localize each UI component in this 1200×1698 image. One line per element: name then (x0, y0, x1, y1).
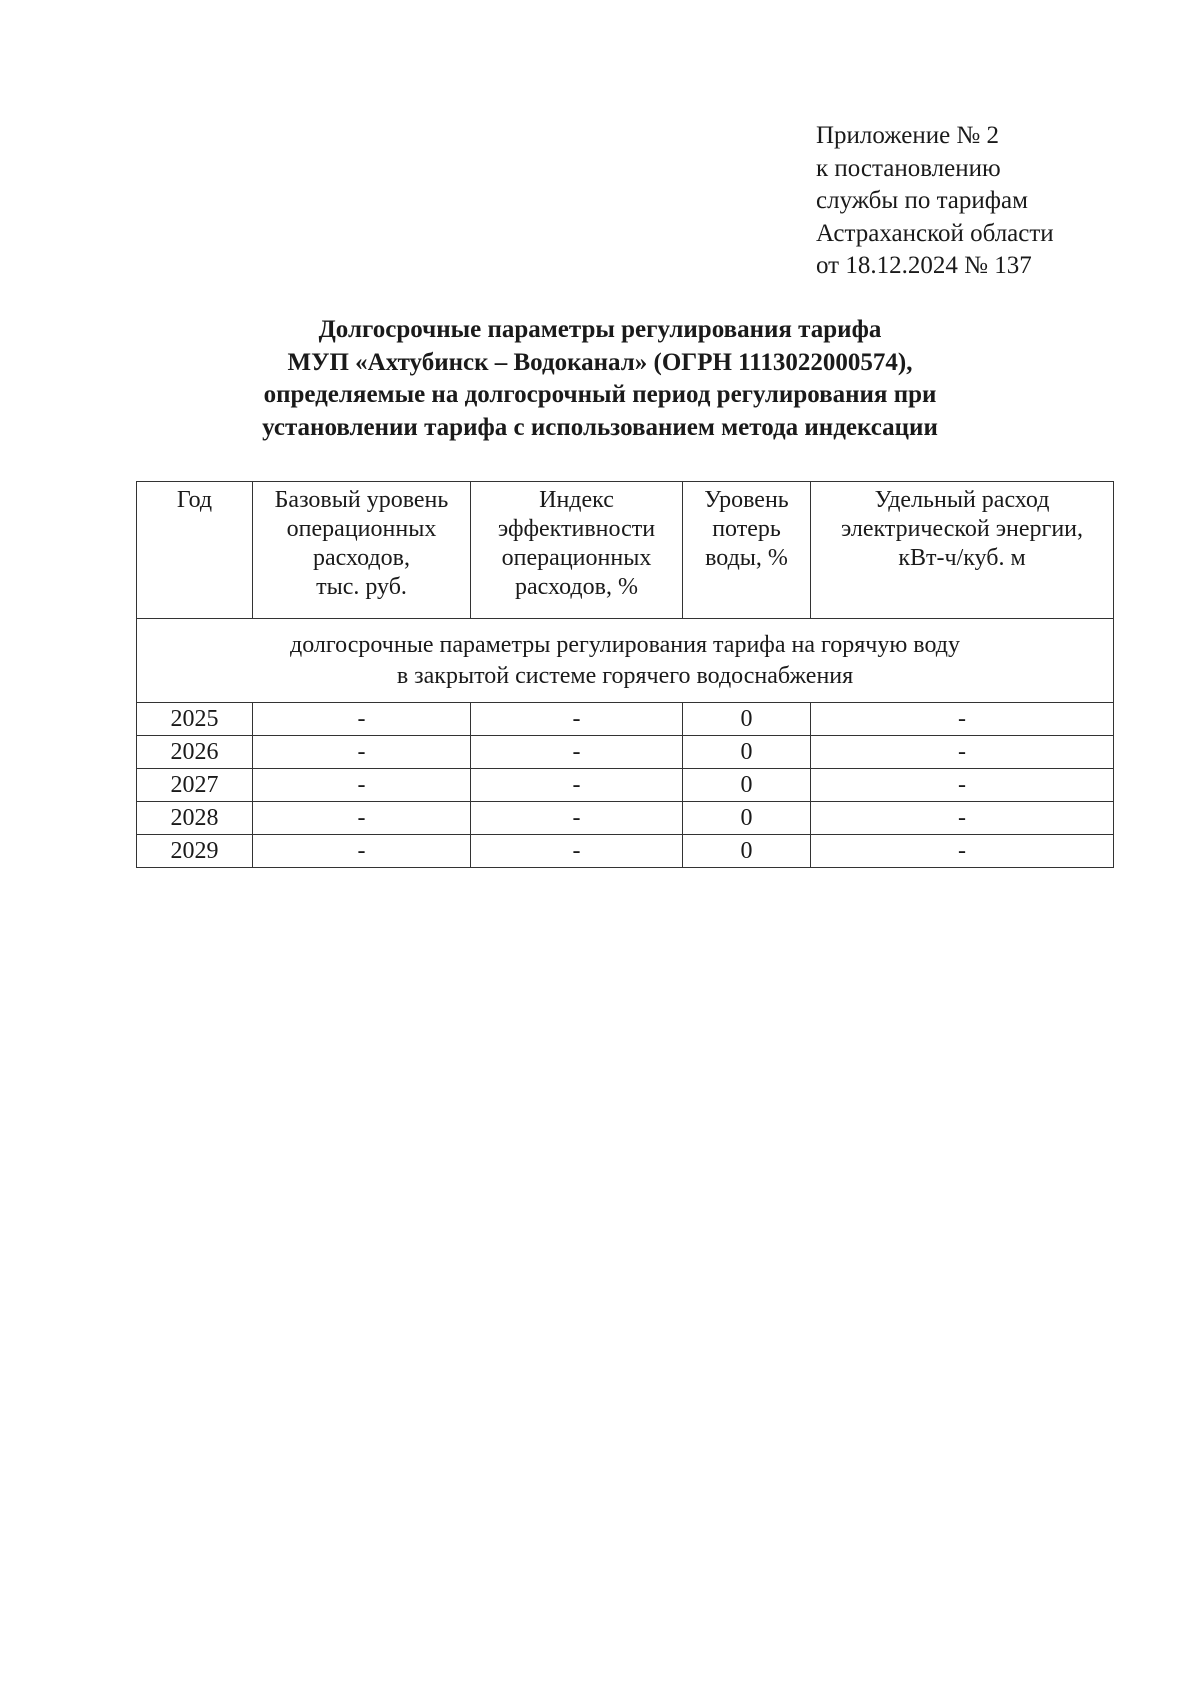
cell-water-loss: 0 (683, 835, 811, 868)
header-text: Уровень (704, 487, 789, 513)
header-text: Год (176, 487, 213, 513)
appendix-line: от 18.12.2024 № 137 (816, 252, 1032, 279)
table-row (137, 703, 1114, 736)
table-header-row (137, 482, 1114, 619)
header-specific-energy (811, 482, 1114, 619)
title-line: МУП «Ахтубинск – Водоканал» (ОГРН 1113022000574), (287, 348, 913, 376)
section-row (137, 619, 1114, 703)
cell-year: 2028 (137, 802, 253, 835)
header-text: потерь (712, 516, 781, 542)
appendix-line: Приложение № 2 (816, 122, 1000, 149)
appendix-block (816, 120, 1054, 283)
header-base-opex (253, 482, 471, 619)
cell-efficiency-index: - (471, 769, 683, 802)
cell-water-loss: 0 (683, 736, 811, 769)
cell-water-loss: 0 (683, 802, 811, 835)
table-row (137, 736, 1114, 769)
table-row (137, 769, 1114, 802)
header-text: Индекс (539, 487, 614, 513)
table-row (137, 802, 1114, 835)
header-text: Удельный расход (874, 487, 1050, 513)
title-line: установлении тарифа с использованием метода индексации (262, 413, 938, 441)
header-text: операционных (286, 516, 437, 542)
cell-water-loss: 0 (683, 703, 811, 736)
cell-year: 2029 (137, 835, 253, 868)
header-year (137, 482, 253, 619)
cell-base-opex: - (253, 769, 471, 802)
header-text: расходов, % (515, 574, 638, 600)
header-text: операционных (501, 545, 652, 571)
cell-efficiency-index: - (471, 736, 683, 769)
cell-efficiency-index: - (471, 802, 683, 835)
appendix-line: Астраханской области (816, 219, 1054, 247)
cell-specific-energy: - (811, 802, 1114, 835)
cell-specific-energy: - (811, 835, 1114, 868)
cell-base-opex: - (253, 736, 471, 769)
header-text: Базовый уровень (274, 487, 449, 513)
header-text: кВт-ч/куб. м (898, 545, 1026, 571)
cell-specific-energy: - (811, 736, 1114, 769)
parameters-table (136, 481, 1114, 868)
cell-year: 2025 (137, 703, 253, 736)
document-title (130, 314, 1070, 444)
appendix-line: к постановлению (816, 154, 1001, 182)
cell-water-loss: 0 (683, 769, 811, 802)
cell-year: 2027 (137, 769, 253, 802)
title-line: Долгосрочные параметры регулирования тарифа (318, 316, 882, 343)
cell-base-opex: - (253, 802, 471, 835)
section-line: в закрытой системе горячего водоснабжения (396, 662, 854, 689)
header-text: расходов, (313, 545, 410, 571)
section-caption (137, 619, 1114, 703)
cell-specific-energy: - (811, 769, 1114, 802)
cell-base-opex: - (253, 835, 471, 868)
header-water-loss (683, 482, 811, 619)
appendix-line: службы по тарифам (816, 187, 1028, 214)
cell-year: 2026 (137, 736, 253, 769)
title-line: определяемые на долгосрочный период регулирования при (263, 381, 937, 408)
cell-efficiency-index: - (471, 703, 683, 736)
header-text: воды, % (705, 545, 788, 571)
table-row (137, 835, 1114, 868)
section-line: долгосрочные параметры регулирования тарифа на горячую воду (290, 631, 960, 658)
cell-specific-energy: - (811, 703, 1114, 736)
cell-efficiency-index: - (471, 835, 683, 868)
header-text: тыс. руб. (316, 574, 407, 600)
header-text: электрической энергии, (840, 516, 1084, 542)
header-efficiency-index (471, 482, 683, 619)
header-text: эффективности (497, 516, 656, 542)
cell-base-opex: - (253, 703, 471, 736)
